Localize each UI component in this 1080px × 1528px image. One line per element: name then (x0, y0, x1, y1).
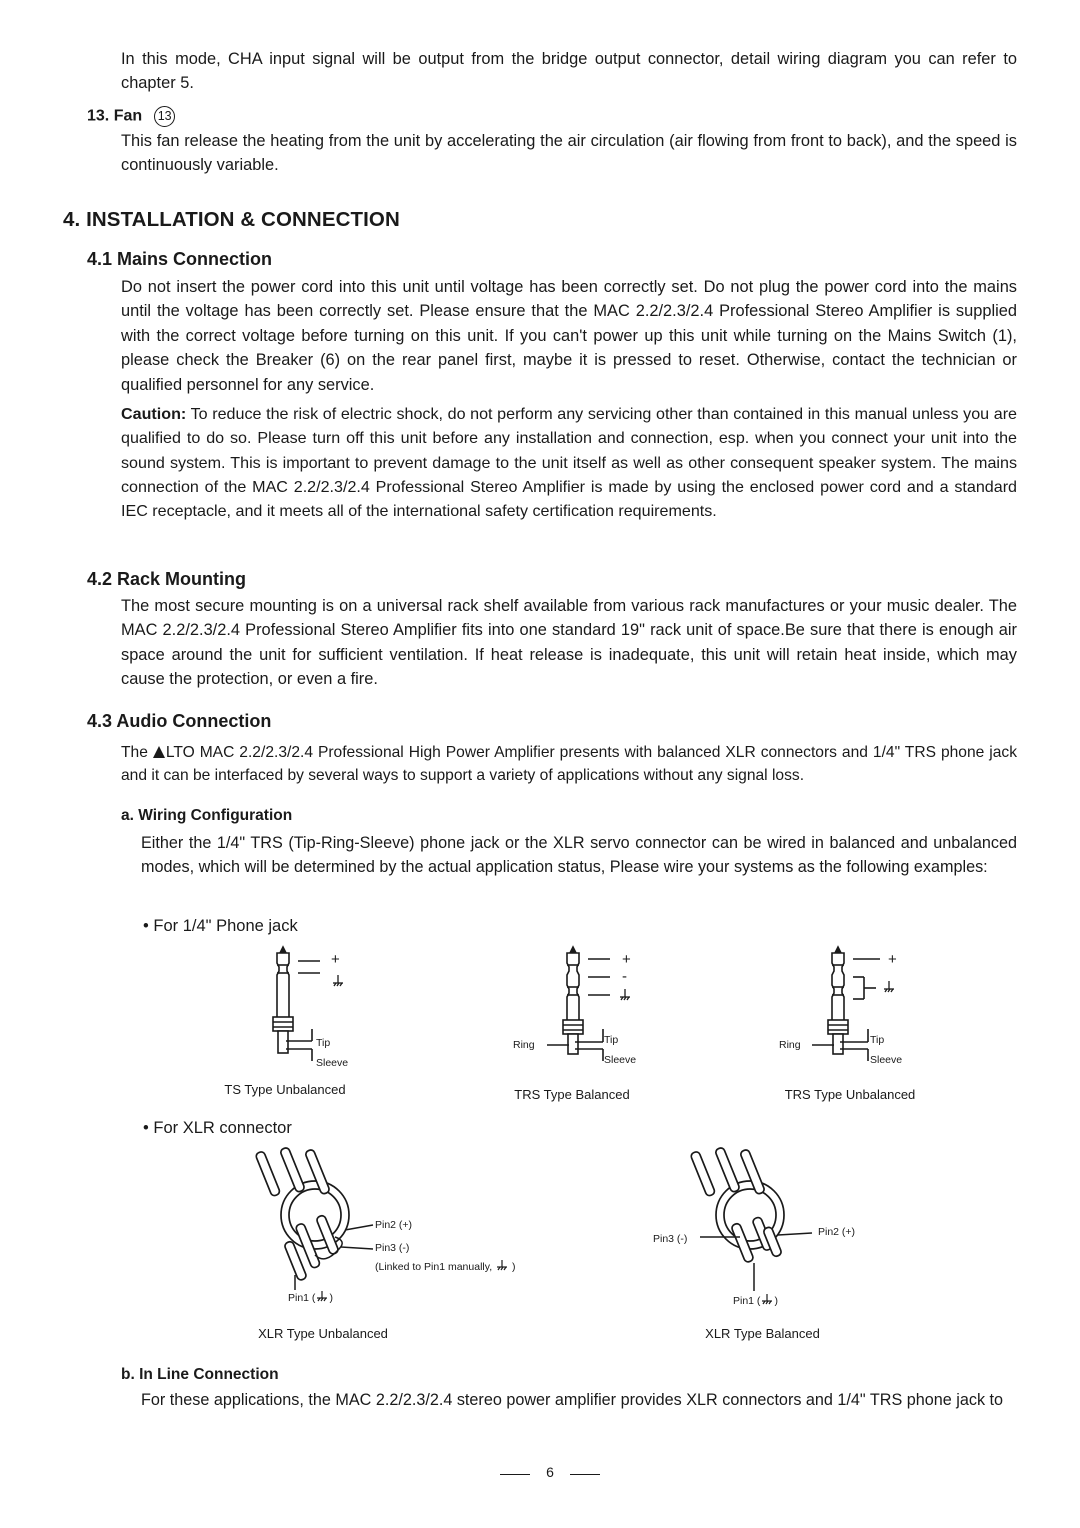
ts-unbalanced-jack-diagram (260, 945, 420, 1065)
xlr-bal-pin3-label: Pin3 (-) (653, 1233, 688, 1245)
audio-text: LTO MAC 2.2/2.3/2.4 Professional High Power Amplifier presents with balanced XLR connectors and 1/4" TRS phone jack and it can be interfaced by several ways to support a variety of applications without any signal loss. (121, 744, 1017, 785)
fan-heading (87, 106, 175, 127)
ts-caption: TS Type Unbalanced (224, 1082, 346, 1097)
trs-unbal-plus-label: + (888, 951, 897, 968)
ts-tip-label: Tip (316, 1037, 331, 1049)
xlr-bal-pin2-label: Pin2 (+) (818, 1226, 856, 1238)
inline-paragraph: For these applications, the MAC 2.2/2.3/2.4 stereo power amplifier provides XLR connectors and 1/4" TRS phone jack to (141, 1391, 1004, 1409)
caution-text: To reduce the risk of electric shock, do not perform any servicing other than contained in this manual unless you are qualified to do so. Please turn off this unit before any installation and connection, esp. when you connect your unit into the sound system. This is important to prevent damage to the unit itself as well as other consequent speaker system. The mains connection of the MAC 2.2/2.3/2.4 Professional Stereo Amplifier is made by using the enclosed power cord and a standard IEC receptacle, and it meets all of the international safety certification requirements. (121, 405, 1017, 521)
page-number: 6 (546, 1464, 554, 1480)
trs-unbal-sleeve-label: Sleeve (870, 1054, 903, 1066)
xlr-unbalanced-diagram (255, 1145, 395, 1295)
xlr-bal-pin1-text: Pin1 ( (733, 1295, 761, 1307)
alto-logo-triangle-icon (153, 746, 165, 758)
intro-paragraph: In this mode, CHA input signal will be output from the bridge output connector, detail wiring diagram you can refer to chapter 5. (121, 50, 1017, 93)
inline-heading: b. In Line Connection (121, 1366, 279, 1383)
trs-unbalanced-jack-diagram (820, 945, 980, 1065)
mains-heading: 4.1 Mains Connection (87, 249, 273, 269)
fan-number-badge: 13 (154, 106, 175, 127)
xlr-balanced-caption: XLR Type Balanced (705, 1326, 820, 1341)
audio-text-prefix: The (121, 744, 153, 761)
rack-heading: 4.2 Rack Mounting (87, 569, 247, 589)
caution-paragraph (121, 402, 1017, 523)
trs-bal-minus-label: - (622, 968, 627, 985)
xlr-bullet-text: For XLR connector (153, 1119, 292, 1137)
xlr-bal-pin1-label (733, 1294, 778, 1307)
ts-sleeve-label: Sleeve (316, 1057, 349, 1069)
ground-icon (760, 1294, 774, 1306)
page-number-rule-right (570, 1474, 600, 1475)
wiring-paragraph: Either the 1/4" TRS (Tip-Ring-Sleeve) phone jack or the XLR servo connector can be wired in balanced and unbalanced modes, which will be determined by the actual application status, Please wire your systems as the following examples: (141, 834, 1017, 877)
xlr-bullet: • For XLR connector (143, 1119, 292, 1137)
fan-heading-text: 13. Fan (87, 107, 143, 125)
audio-paragraph (121, 741, 1017, 788)
trs-bal-plus-label: + (622, 951, 631, 968)
xlr-balanced-diagram (690, 1145, 830, 1295)
xlr-unbal-pin1-close: ) (329, 1292, 333, 1304)
phone-jack-bullet: • For 1/4" Phone jack (143, 917, 298, 935)
trs-balanced-caption: TRS Type Balanced (514, 1087, 630, 1102)
xlr-linked-text: (Linked to Pin1 manually, (375, 1261, 493, 1273)
caution-label: Caution: (121, 405, 187, 423)
phone-jack-bullet-text: For 1/4" Phone jack (153, 917, 298, 935)
mains-paragraph: Do not insert the power cord into this unit until voltage has been correctly set. Do not plug the power cord into the mains until the voltage has been correctly set. Please ensure that the MAC 2.2/2.3/2.4 Professional Stereo Amplifier is supplied with the correct voltage before turning on this unit. If you can't power up this unit while turning on the Mains Switch (1), please check the Breaker (6) on the rear panel first, maybe it is pressed to reset. Otherwise, contact the technician or qualified personnel for any service. (121, 278, 1017, 394)
trs-unbalanced-caption: TRS Type Unbalanced (784, 1087, 916, 1102)
trs-unbal-ring-label: Ring (779, 1039, 801, 1051)
ground-icon (495, 1260, 509, 1272)
xlr-unbal-pin2-label: Pin2 (+) (375, 1219, 413, 1231)
audio-heading: 4.3 Audio Connection (87, 711, 272, 731)
trs-bal-tip-label: Tip (604, 1034, 619, 1046)
trs-bal-sleeve-label: Sleeve (604, 1054, 637, 1066)
wiring-heading: a. Wiring Configuration (121, 807, 293, 824)
trs-unbal-tip-label: Tip (870, 1034, 885, 1046)
ground-icon (315, 1291, 329, 1303)
ts-plus-label: + (331, 951, 340, 968)
xlr-unbal-pin1-text: Pin1 ( (288, 1292, 316, 1304)
xlr-unbal-pin1-label (288, 1291, 333, 1304)
fan-paragraph: This fan release the heating from the unit by accelerating the air circulation (air flowing from front to back), and the speed is continuously variable. (121, 132, 1017, 175)
xlr-unbalanced-caption: XLR Type Unbalanced (258, 1326, 388, 1341)
xlr-unbal-linked-label (375, 1260, 515, 1273)
trs-balanced-jack-diagram (555, 945, 715, 1065)
xlr-bal-pin1-close: ) (774, 1295, 778, 1307)
xlr-unbal-pin3-label: Pin3 (-) (375, 1242, 410, 1254)
xlr-linked-close: ) (511, 1261, 516, 1273)
rack-paragraph: The most secure mounting is on a universal rack shelf available from various rack manufactures or your music dealer. The MAC 2.2/2.3/2.4 Professional Stereo Amplifier fits into one standard 19" rack unit of space.Be sure that there is enough air space around the unit for sufficient ventilation. If heat release is inadequate, this unit will retain heat inside, which may cause the protection, or even a fire. (121, 597, 1017, 689)
section-title: 4. INSTALLATION & CONNECTION (63, 208, 400, 231)
trs-bal-ring-label: Ring (513, 1039, 535, 1051)
